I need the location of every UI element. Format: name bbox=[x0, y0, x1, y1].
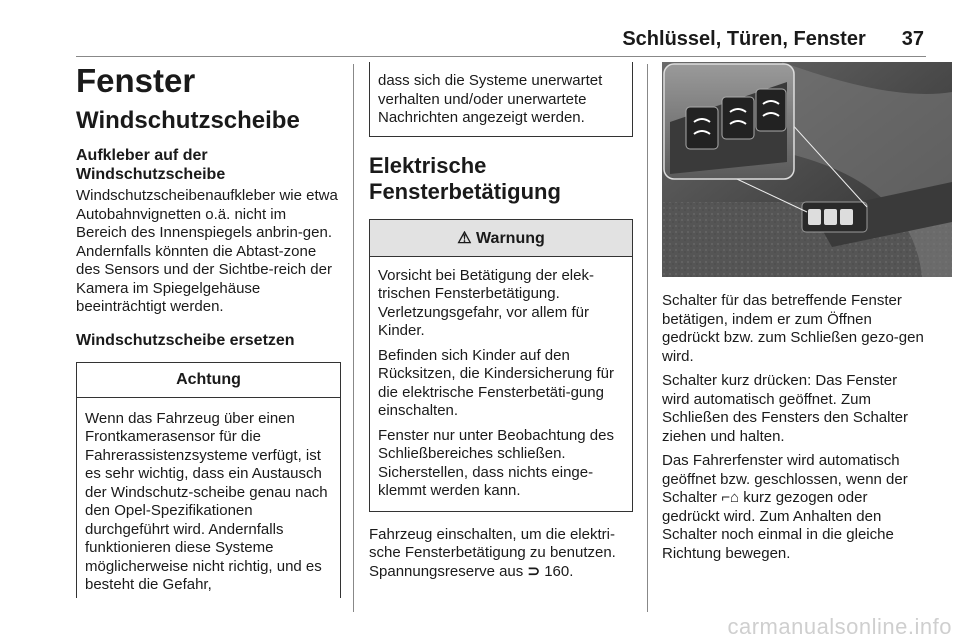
col3-paragraph-3-start: Das Fahrerfenster wird automatisch geöffnet bzw. geschlossen, wenn der Schalter bbox=[662, 452, 908, 506]
subheading-ersetzen: Windschutzscheibe ersetzen bbox=[76, 331, 295, 349]
page-number: 37 bbox=[901, 28, 924, 50]
warning-triangle-icon: ⚠ bbox=[457, 229, 472, 247]
subheading-aufkleber: Aufkleber auf der Windschutzscheibe bbox=[76, 147, 226, 183]
section-heading-windschutzscheibe: Windschutzscheibe bbox=[76, 107, 300, 134]
warnung-p1: Vorsicht bei Betätigung der elek-trischen Fensterbetätigung. Verletzungsgefahr, vor allem für Kinder. bbox=[378, 266, 594, 339]
achtung-title: Achtung bbox=[77, 363, 340, 398]
col3-paragraph-1: Schalter für das betreffende Fenster betätigen, indem er zum Öffnen gedrückt bzw. zum Schließen gezo-gen wird. bbox=[662, 292, 924, 365]
column-2 bbox=[369, 62, 633, 581]
column-divider-2 bbox=[647, 64, 648, 612]
achtung-continued-text: dass sich die Systeme unerwartet verhalten und/oder unerwartete Nachrichten angezeigt werden. bbox=[378, 72, 603, 126]
col3-paragraph-3 bbox=[662, 452, 927, 563]
header-rule bbox=[76, 56, 926, 57]
warnung-p2: Befinden sich Kinder auf den Rücksitzen, die Kindersicherung für die elektrische Fensterbetäti-gung einschalten. bbox=[378, 346, 614, 419]
warnung-header bbox=[370, 220, 632, 257]
col3-paragraph-3-end: kurz gezogen oder gedrückt wird. Zum Anhalten den Schalter noch einmal in die gleiche Richtung bewegen. bbox=[662, 489, 894, 562]
col3-paragraph-2: Schalter kurz drücken: Das Fenster wird automatisch geöffnet. Zum Schließen des Fensters den Schalter ziehen und halten. bbox=[662, 372, 908, 445]
window-switch-photo bbox=[662, 62, 952, 277]
achtung-text: Wenn das Fahrzeug über einen Frontkamerasensor für die Fahrerassistenzsysteme verfügt, ist es sehr wichtig, dass ein Austausch der Windschutz-scheibe genau nach den Opel-Spezifikationen durchgeführt wird. Andernfalls funktionieren diese Systeme möglicherweise nicht richtig, und es besteht die Gefahr, bbox=[85, 409, 328, 593]
achtung-continued-box bbox=[369, 62, 633, 137]
page-reference-icon: ⊃ bbox=[527, 562, 541, 580]
column-3 bbox=[662, 62, 927, 563]
warnung-p3: Fenster nur unter Beobachtung des Schließbereiches schließen. Sicherstellen, dass nichts einge-klemmt werden kann. bbox=[378, 426, 614, 499]
section-title: Schlüssel, Türen, Fenster bbox=[622, 28, 866, 50]
section-heading-fensterbetaetigung: Elektrische Fensterbetätigung bbox=[369, 152, 561, 204]
watermark: carmanualsonline.info bbox=[727, 614, 952, 639]
chapter-heading: Fenster bbox=[76, 62, 196, 99]
page-reference[interactable]: 160. bbox=[544, 562, 574, 580]
achtung-box bbox=[76, 362, 341, 598]
column-divider-1 bbox=[353, 64, 354, 612]
window-switch-illustration bbox=[662, 62, 952, 277]
warnung-box bbox=[369, 219, 633, 512]
einschalten-paragraph bbox=[369, 526, 633, 582]
running-header bbox=[622, 28, 924, 51]
warnung-body bbox=[370, 257, 632, 511]
aufkleber-paragraph: Windschutzscheibenaufkleber wie etwa Autobahnvignetten o.ä. nicht im Bereich des Innenspiegels anbrin-gen. Andernfalls könnten die Abtast-zone des Sensors und der Sichtbe-reich der Kamera im Spiegelgehäuse beeinträchtigt werden. bbox=[76, 187, 338, 315]
auto-window-icon: ⌐⌂ bbox=[721, 489, 740, 506]
warnung-title: Warnung bbox=[476, 229, 545, 247]
column-1 bbox=[76, 62, 341, 598]
einschalten-text: Fahrzeug einschalten, um die elektri-sche Fensterbetätigung zu benutzen. Spannungsreserve aus bbox=[369, 525, 616, 580]
